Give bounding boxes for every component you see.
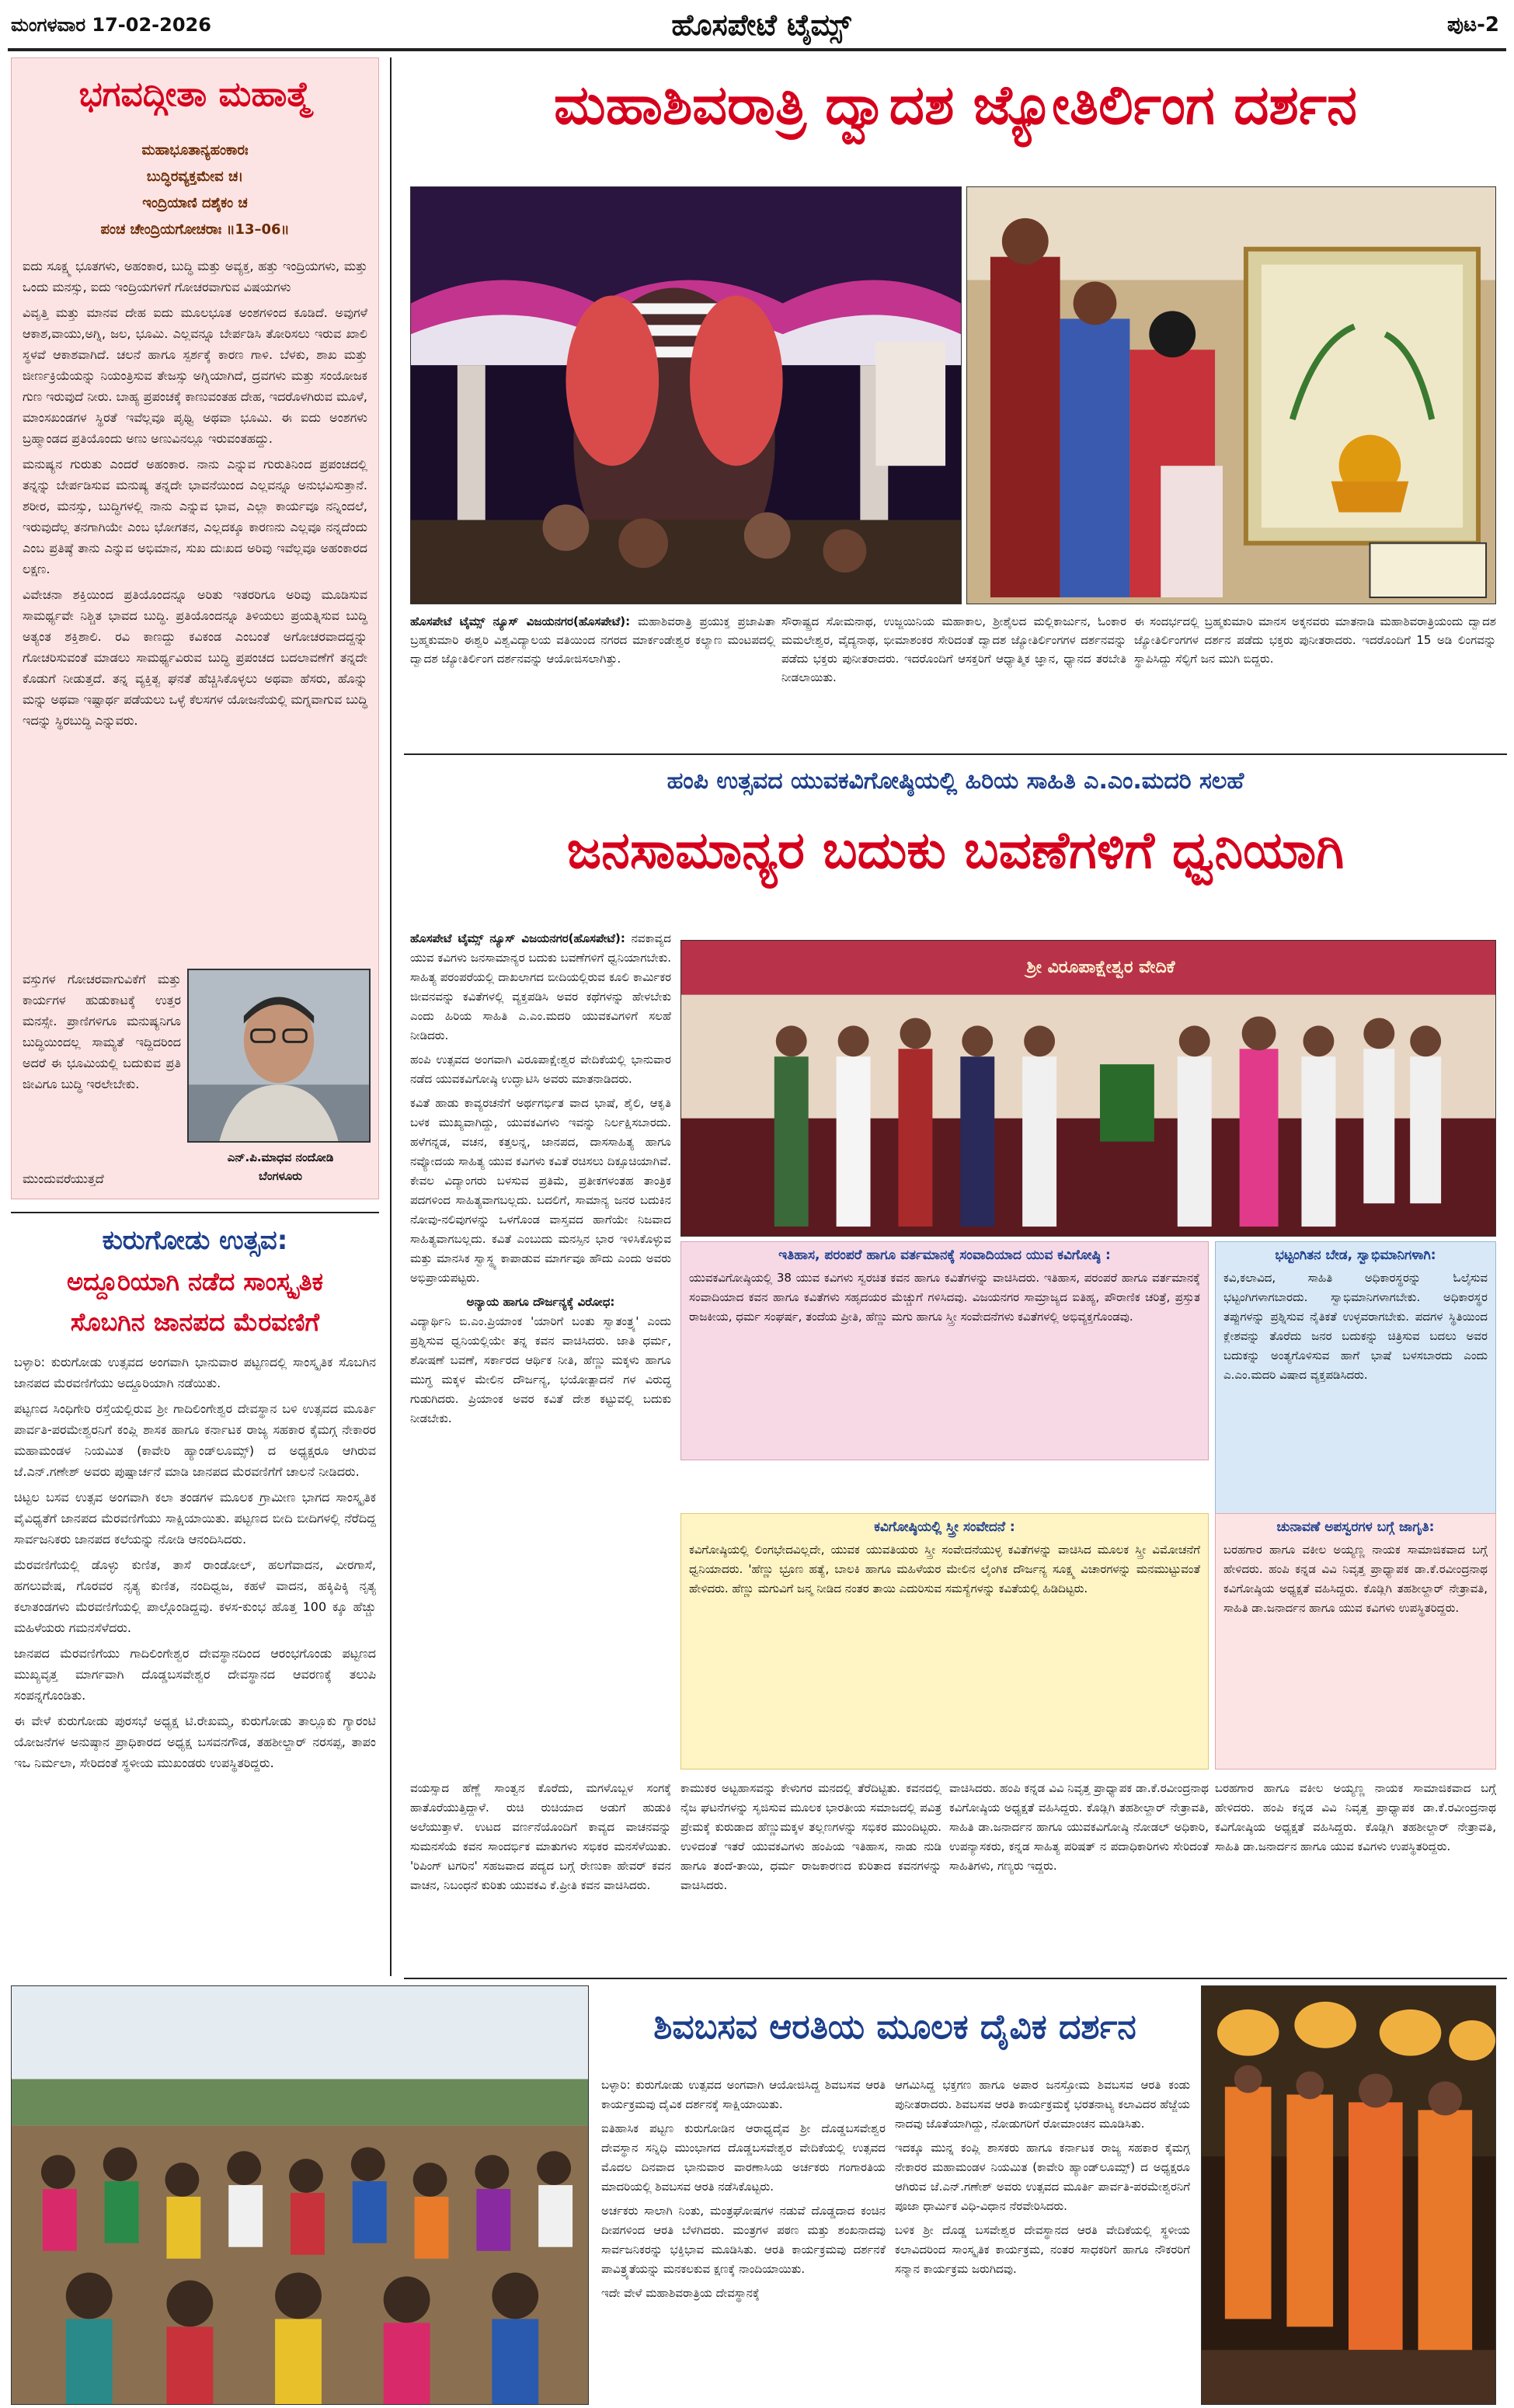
box-heading: ಭಟ್ಟಂಗಿತನ ಬೇಡ, ಸ್ವಾಭಿಮಾನಿಗಳಾಗಿ:: [1275, 1247, 1436, 1263]
gita-paragraph: ವಿವೃತ್ತಿ ಮತ್ತು ಮಾನವ ದೇಹ ಐದು ಮೂಲಭೂತ ಅಂಶಗಳಿಂದ ಕೂಡಿದೆ. ಅವುಗಳೆ ಆಕಾಶ,ವಾಯು,ಅಗ್ನಿ, ಜಲ, ಭೂಮಿ. ಎಲ್ಲವನ್ನೂ ಬೇರ್ಪಡಿಸಿ ತೋರಿಸಲು ಇರುವ ಖಾಲಿ ಸ್ಥಳವೆ ಆಕಾಶವಾಗಿದೆ. ಚಲನೆ ಹಾಗೂ ಸ್ಪರ್ಶಕ್ಕೆ ಕಾರಣ ಗಾಳಿ. ಬೆಳಕು, ಶಾಖ ಮತ್ತು ಜೀರ್ಣಕ್ರಿಯೆಯನ್ನು ನಿಯಂತ್ರಿಸುವ ತೇಜಸ್ಸು ಅಗ್ನಿಯಾಗಿದೆ, ದ್ರವಗಳು ಮತ್ತು ಸಂಯೋಜಕ ಗುಣ ಇರುವುದೆ ನೀರು. ಬಾಹ್ಯ ಪ್ರಪಂಚಕ್ಕೆ ಕಾಣುವಂತಹ ದೇಹ, ಇದರೊಳಗಿರುವ ಮೂಳೆ, ಮಾಂಸಖಂಡಗಳ ಸ್ಥಿರತೆ ಇವೆಲ್ಲವೂ ಪೃಥ್ವಿ ಅಥವಾ ಭೂಮಿ. ಈ ಐದು ಅಂಶಗಳು ಬ್ರಹ್ಮಾಂಡದ ಪ್ರತಿಯೊಂದು ಅಣು ಅಣುವಿನಲ್ಲೂ ಇರುವಂತಹದ್ದು.: [23, 305, 367, 446]
kurugodu-kicker: ಕುರುಗೋಡು ಉತ್ಸವ:: [102, 1225, 288, 1256]
column-divider: [390, 57, 392, 1976]
divider: [11, 1212, 379, 1213]
hampi-subheading: ಅನ್ಯಾಯ ಹಾಗೂ ದೌರ್ಜನ್ಯಕ್ಕೆ ವಿರೋಧ:: [466, 1295, 615, 1309]
shivabasava-paragraph: ಅರ್ಚಕರು ಸಾಲಾಗಿ ನಿಂತು, ಮಂತ್ರಘೋಷಗಳ ನಡುವೆ ದೊಡ್ಡದಾದ ಕಂಚಿನ ದೀಪಗಳಿಂದ ಆರತಿ ಬೆಳಗಿದರು. ಮಂತ್ರಗಳ ಪಠಣ ಮತ್ತು ಶಂಖನಾದವು ಸಾರ್ವಜನಿಕರನ್ನು ಭಕ್ತಿಭಾವ ಮೂಡಿಸಿತು. ಆರತಿ ಕಾರ್ಯಕ್ರಮವು ದರ್ಶನಕೆ ಪಾವಿತ್ರ್ಯತೆಯನ್ನು ಮನಕಲಕುವ ಕ್ಷಣಕ್ಕೆ ನಾಂದಿಯಾಯಿತು.: [601, 2204, 886, 2276]
continued-note: ಮುಂದುವರೆಯುತ್ತದೆ: [23, 1171, 104, 1186]
box-heading: ಇತಿಹಾಸ, ಪರಂಪರೆ ಹಾಗೂ ವರ್ತಮಾನಕ್ಕೆ ಸಂವಾದಿಯಾದ ಯುವ ಕವಿಗೋಷ್ಠಿ :: [778, 1247, 1111, 1263]
box-chunavane: [1215, 1513, 1496, 1769]
author-name: ಎನ್.ಪಿ.ಮಾಧವ ನಂದೋಡಿ: [227, 1150, 334, 1164]
photo-linga: [410, 186, 962, 604]
author-photo: [187, 969, 371, 1143]
shivabasava-paragraph: ಆಗಮಿಸಿದ್ದ ಭಕ್ತಗಣ ಹಾಗೂ ಅಪಾರ ಜನಸ್ತೋಮ ಶಿವಬಸವ ಆರತಿ ಕಂಡು ಪುನೀತರಾದರು. ಶಿವಬಸವ ಆರತಿ ಕಾರ್ಯಕ್ರಮಕ್ಕೆ ಭರತನಾಟ್ಯ ಕಲಾವಿದರ ಹೆಜ್ಜೆಯ ನಾದವು ಜೊತೆಯಾಗಿದ್ದು, ನೋಡುಗರಿಗೆ ರೋಮಾಂಚನ ಮೂಡಿಸಿತು.: [895, 2078, 1190, 2131]
sloka-line: ಬುದ್ಧಿರವ್ಯಕ್ತಮೇವ ಚ।: [146, 169, 244, 185]
gita-paragraph: ವಿವೇಚನಾ ಶಕ್ತಿಯಿಂದ ಪ್ರತಿಯೊಂದನ್ನೂ ಅರಿತು ಇತರರಿಗೂ ಅರಿವು ಮೂಡಿಸುವ ಸಾಮರ್ಥ್ಯವೇ ನಿಶ್ಚಿತ ಭಾವದ ಬುದ್ಧಿ. ಪ್ರತಿಯೊಂದನ್ನೂ ತಿಳಿಯಲು ಪ್ರಯತ್ನಿಸುವ ಬುದ್ಧಿ ಅತ್ಯಂತ ಶಕ್ತಿಶಾಲಿ. ರವಿ ಕಾಣದ್ದು ಕವಿಕಂಡ ಎಂಬಂತೆ ಅಗೋಚರವಾದದ್ದನ್ನು ಗೋಚರಿಸುವಂತೆ ಮಾಡಲು ಸಾಮರ್ಥ್ಯವಿರುವ ಬುದ್ಧಿ ಪ್ರಪಂಚದ ಬದಲಾವಣೆಗೆ ತನ್ನದೇ ಕೊಡುಗೆ ನೀಡುತ್ತದೆ. ತನ್ನ ವ್ಯಕ್ತಿತ್ವ ಘನತೆ ಹೆಚ್ಚಿಸಿಕೊಳ್ಳಲು ಅಥವಾ ಹೆಸರು, ಹೊನ್ನು ಮನ್ನು ಅಥವಾ ಇಷ್ಟಾರ್ಥ ಪಡೆಯಲು ಒಳ್ಳೆ ಕೆಲಸಗಳ ಯೋಜನೆಯಲ್ಲಿ ಮಗ್ನವಾಗುವ ಬುದ್ಧಿ ಇದನ್ನು ಸ್ಥಿರಬುದ್ಧಿ ಎನ್ನುವರು.: [23, 587, 367, 728]
hampi-paragraph: ನವಕಾವ್ಯದ ಯುವ ಕವಿಗಳು ಜನಸಾಮಾನ್ಯರ ಬದುಕು ಬವಣೆಗಳಿಗೆ ಧ್ವನಿಯಾಗಬೇಕು. ಸಾಹಿತ್ಯ ಪರಂಪರೆಯಲ್ಲಿ ದಾಖಲಾಗದ ಬೀದಿಯಲ್ಲಿರುವ ಕೂಲಿ ಕಾರ್ಮಿಕರ ಜೀವನವನ್ನು ಕವಿತೆಗಳಲ್ಲಿ ವ್ಯಕ್ತಪಡಿಸಿ ಅವರ ಕಥೆಗಳನ್ನು ಹೇಳಬೇಕು ಎಂದು ಹಿರಿಯ ಸಾಹಿತಿ ಎ.ಎಂ.ಮದರಿ ಯುವಕವಿಗಳಿಗೆ ಸಲಹೆ ನೀಡಿದರು.: [410, 931, 671, 1042]
shivabasava-paragraph: ಇದೇ ವೇಳೆ ಮಹಾಶಿವರಾತ್ರಿಯ ದೇವಸ್ಥಾನಕ್ಕೆ: [601, 2286, 760, 2300]
kurugodu-paragraph: ಮೆರವಣಿಗೆಯಲ್ಲಿ ಡೊಳ್ಳು ಕುಣಿತ, ತಾಸೆ ರಾಂಡೋಲ್, ಹಲಗೆವಾದನ, ವೀರಗಾಸೆ, ಹಗಲುವೇಷ, ಗೊರವರ ನೃತ್ಯ ಕುಣಿತ, ನಂದಿಧ್ವಜ, ಕಹಳೆ ವಾದನ, ಹಕ್ಕಿಪಿಕ್ಕಿ ನೃತ್ಯ ಕಲಾತಂಡಗಳು ಮೆರವಣಿಗೆಯಲ್ಲಿ ಪಾಲ್ಗೊಂಡಿದ್ದವು. ಕಳಸ-ಕುಂಭ ಹೊತ್ತ 100 ಕ್ಕೂ ಹೆಚ್ಚು ಮಹಿಳೆಯರು ಗಮನಸೆಳೆದರು.: [14, 1557, 376, 1635]
kurugodu-article: [11, 1220, 379, 1996]
gita-box: [11, 57, 379, 1199]
photo-procession: [11, 1985, 589, 2405]
kurugodu-paragraph: ಚಿಟ್ಟಲ ಬಸವ ಉತ್ಸವ ಅಂಗವಾಗಿ ಕಲಾ ತಂಡಗಳ ಮೂಲಕ ಗ್ರಾಮೀಣ ಭಾಗದ ಸಾಂಸ್ಕೃತಿಕ ವೈವಿಧ್ಯತೆಗೆ ಜಾನಪದ ಮೆರವಣಿಗೆಯು ಸಾಕ್ಷಿಯಾಯಿತು. ಪಟ್ಟಣದ ಬೀದಿ ಬೀದಿಗಳಲ್ಲಿ ನೆರೆದಿದ್ದ ಸಾರ್ವಜನಿಕರು ಜಾನಪದ ಕಲೆಯನ್ನು ನೋಡಿ ಆನಂದಿಸಿದರು.: [14, 1490, 376, 1547]
shivabasava-col2: [895, 2076, 1190, 2402]
gita-paragraph: ವಸ್ತುಗಳ ಗೋಚರವಾಗುವಿಕೆಗೆ ಮತ್ತು ಕಾರ್ಯಗಳ ಹುಡುಕಾಟಕ್ಕೆ ಉತ್ತರ ಮನಸ್ಸೇ. ಪ್ರಾಣಿಗಳಿಗೂ ಮನುಷ್ಯನಿಗೂ ಬುದ್ಧಿಯಿಂದಲ್ಲ ಸಾಮ್ಯತೆ ಇದ್ದಿದರಿಂದ ಅದರೆ ಈ ಭೂಮಿಯಲ್ಲಿ ಬದುಕುವ ಪ್ರತಿ ಜೀವಿಗೂ ಬುದ್ಧಿ ಇರಲೇಬೇಕು.: [23, 972, 181, 1091]
stage-banner: ಶ್ರೀ ವಿರೂಪಾಕ್ಷೇಶ್ವರ ವೇದಿಕೆ: [1026, 958, 1175, 977]
box-text: ಕವಿ,ಕಲಾವಿದ, ಸಾಹಿತಿ ಅಧಿಕಾರಸ್ಥರನ್ನು ಓಲೈಸುವ ಭಟ್ಟಂಗಿಗಳಾಗಬಾರದು. ಸ್ವಾಭಿಮಾನಿಗಳಾಗಬೇಕು. ಅಧಿಕಾರಸ್ಥರ ತಪ್ಪುಗಳನ್ನು ಪ್ರಶ್ನಿಸುವ ನೈತಿಕತೆ ಉಳ್ಳವರಾಗಬೇಕು. ಪದಗಳ ಸ್ಥಿತಿಯಿಂದ ಕ್ಲೇಶವನ್ನು ತೊರೆದು ಜನರ ಬದುಕನ್ನು ಚಿತ್ರಿಸುವ ಬದಲು ಅವರ ಬದುಕನ್ನು ಅಂತ್ಯಗೊಳಿಸುವ ಹಾಗೆ ಭಾಷೆ ಬಳಸಬಾರದು ಎಂದು ಎ.ಎಂ.ಮದರಿ ವಿಷಾದ ವ್ಯಕ್ತಪಡಿಸಿದರು.: [1223, 1271, 1488, 1382]
hampi-bottom-col1: ವಯಸ್ಸಾದ ಹೆಣ್ಣೆ ಸಾಂತ್ವನ ಕೊರೆದು, ಮಗಳೊಬ್ಬಳ ಸಂಗಕ್ಕೆ ಹಾತೊರೆಯುತ್ತಿದ್ದಾಳೆ. ರುಚಿ ರುಚಿಯಾದ ಅಡುಗೆ ಹುಡುಕಿ ಅಲೆಯುತ್ತಾಳೆ. ಉಟದ ವರ್ಣನೆಯೊಂದಿಗೆ ಕಾವ್ಯದ ವಾಚನವನ್ನು ಸುಮನಸೆಯೆ ಕವನ ಸಾಂದರ್ಭಿಕ ಮಾತುಗಳು ಸಭಿಕರ ಮನಸೆಳೆಯಿತು. 'ರಿಪಿಂಗ್ ಟಗರಿನ' ಸಹಜವಾದ ಪದ್ಯದ ಬಗ್ಗೆ ರೇಣುಕಾ ಹೇವರ್ ಕವನ ವಾಚನ, ನಿಬಂಧನೆ ಕುರಿತು ಯುವಕವಿ ಕೆ.ಪ್ರೀತಿ ಕವನ ವಾಚಿಸಿದರು.: [410, 1781, 671, 1892]
shivaratri-text: ಮಹಾಶಿವರಾತ್ರಿ ಪ್ರಯುಕ್ತ ಪ್ರಜಾಪಿತಾ ಬ್ರಹ್ಮಕುಮಾರಿ ಈಶ್ವರಿ ವಿಶ್ವವಿದ್ಯಾಲಯ ವತಿಯಿಂದ ನಗರದ ಮಾರ್ಕಂಡೇಶ್ವರ ಕಲ್ಯಾಣ ಮಂಟಪದಲ್ಲಿ ದ್ವಾದಶ ಜ್ಯೋತಿರ್ಲಿಂಗ ದರ್ಶನವನ್ನು ಆಯೋಜಿಸಲಾಗಿತ್ತು.: [410, 614, 775, 666]
hampi-kicker: ಹಂಪಿ ಉತ್ಸವದ ಯುವಕವಿಗೋಷ್ಠಿಯಲ್ಲಿ ಹಿರಿಯ ಸಾಹಿತಿ ಎ.ಎಂ.ಮದರಿ ಸಲಹೆ: [667, 767, 1244, 795]
divider: [404, 753, 1507, 755]
gita-paragraph: ಐದು ಸೂಕ್ಷ್ಮ ಭೂತಗಳು, ಅಹಂಕಾರ, ಬುದ್ಧಿ ಮತ್ತು ಅವ್ಯಕ್ತ, ಹತ್ತು ಇಂದ್ರಿಯಗಳು, ಮತ್ತು ಒಂದು ಮನಸ್ಸು, ಐದು ಇಂದ್ರಿಯಗಳಿಗೆ ಗೋಚರವಾಗುವ ವಿಷಯಗಳು: [23, 259, 367, 294]
shivaratri-dateline: ಹೊಸಪೇಟೆ ಟೈಮ್ಸ್ ನ್ಯೂಸ್ ವಿಜಯನಗರ(ಹೊಸಪೇಟೆ):: [410, 614, 631, 628]
gita-paragraph: ಮನುಷ್ಯನ ಗುರುತು ಎಂದರೆ ಅಹಂಕಾರ. ನಾನು ಎನ್ನುವ ಗುರುತಿನಿಂದ ಪ್ರಪಂಚದಲ್ಲಿ ತನ್ನನ್ನು ಬೇರ್ಪಡಿಸುವ ಮನುಷ್ಯ ತನ್ನದೇ ಭಾವನೆಯಿಂದ ಎಲ್ಲವನ್ನೂ ಅನುಭವಿಸುತ್ತಾನೆ. ಶರೀರ, ಮನಸ್ಸು, ಬುದ್ಧಿಗಳಲ್ಲಿ ನಾನು ಎನ್ನುವ ಭಾವ, ಎಲ್ಲಾ ಕಾರ್ಯವೂ ನನ್ನಿಂದಲೆ, ಇರುವುದೆಲ್ಲ ತನಗಾಗಿಯೇ ಎಂಬ ಭೋಗತನ, ಎಲ್ಲದಕ್ಕೂ ಕಾರಣನು ಎಲ್ಲವೂ ನನ್ನದೆಂದು ಎಂಬ ಪ್ರತಿಷ್ಠೆ ತಾನು ಎನ್ನುವ ಅಭಿಮಾನ, ಸುಖ ದುಃಖದ ಅರಿವು ಇವೆಲ್ಲವೂ ಅಹಂಕಾರದ ಲಕ್ಷಣ.: [23, 457, 367, 576]
shivaratri-col2: [781, 612, 1126, 752]
photo-aarti: [1201, 1985, 1496, 2405]
hampi-bottom-col4: ಬರಹಗಾರ ಹಾಗೂ ವಕೀಲ ಅಯ್ಯಣ್ಣ ನಾಯಕ ಸಾಮಾಜಿಕವಾದ ಬಗ್ಗೆ ಹೇಳಿದರು. ಹಂಪಿ ಕನ್ನಡ ವಿವಿ ನಿವೃತ್ತ ಪ್ರಾಧ್ಯಾಪಕ ಡಾ.ಕೆ.ರವೀಂದ್ರನಾಥ ಕವಿಗೋಷ್ಠಿಯ ಅಧ್ಯಕ್ಷತೆ ವಹಿಸಿದ್ದರು. ಕೊಡ್ಲಿಗಿ ತಹಶೀಲ್ದಾರ್ ನೇತ್ರಾವತಿ, ಸಾಹಿತಿ ಡಾ.ಜನಾರ್ದನ ಹಾಗೂ ಯುವ ಕವಿಗಳು ಉಪಸ್ಥಿತರಿದ್ದರು.: [1215, 1781, 1496, 1853]
hampi-paragraph: ಹಂಪಿ ಉತ್ಸವದ ಅಂಗವಾಗಿ ವಿರೂಪಾಕ್ಷೇಶ್ವರ ವೇದಿಕೆಯಲ್ಲಿ ಭಾನುವಾರ ನಡೆದ ಯುವಕವಿಗೋಷ್ಠಿ ಉದ್ಘಾಟಿಸಿ ಅವರು ಮಾತನಾಡಿದರು.: [410, 1053, 671, 1086]
box-text: ಬರಹಗಾರ ಹಾಗೂ ವಕೀಲ ಅಯ್ಯಣ್ಣ ನಾಯಕ ಸಾಮಾಜಿಕವಾದ ಬಗ್ಗೆ ಹೇಳಿದರು. ಹಂಪಿ ಕನ್ನಡ ವಿವಿ ನಿವೃತ್ತ ಪ್ರಾಧ್ಯಾಪಕ ಡಾ.ಕೆ.ರವೀಂದ್ರನಾಥ ಕವಿಗೋಷ್ಠಿಯ ಅಧ್ಯಕ್ಷತೆ ವಹಿಸಿದ್ದರು. ಕೊಡ್ಲಿಗಿ ತಹಶೀಲ್ದಾರ್ ನೇತ್ರಾವತಿ, ಸಾಹಿತಿ ಡಾ.ಜನಾರ್ದನ ಹಾಗೂ ಯುವ ಕವಿಗಳು ಉಪಸ್ಥಿತರಿದ್ದರು.: [1223, 1543, 1488, 1615]
shivaratri-col1: [410, 612, 775, 752]
masthead-title: ಹೊಸಪೇಟೆ ಟೈಮ್ಸ್: [671, 8, 851, 42]
kurugodu-title-line1: ಅದ್ದೂರಿಯಾಗಿ ನಡೆದ ಸಾಂಸ್ಕೃತಿಕ: [66, 1267, 324, 1296]
masthead-date: ಮಂಗಳವಾರ 17-02-2026: [11, 14, 211, 36]
hampi-bottom-col2: ಕಾಮುಕರ ಅಟ್ಟಹಾಸವನ್ನು ಕೇಳುಗರ ಮನದಲ್ಲಿ ತೆರೆದಿಟ್ಟಿತು. ಕವನದಲ್ಲಿ ನೈಜ ಘಟನೆಗಳನ್ನು ಸೃಜಿಸುವ ಮೂಲಕ ಭಾರತೀಯ ಸಮಾಜದಲ್ಲಿ ಪವಿತ್ರ ಪ್ರೇಮಕ್ಕೆ ಕುರುಡಾದ ಹೆಣ್ಣುಮಕ್ಕಳ ತಲ್ಲಣಗಳನ್ನು ಸಭಿಕರ ಮುಂದಿಟ್ಟರು. ಉಳಿದಂತೆ ಇತರೆ ಯುವಕವಿಗಳು ಹಂಪಿಯ ಇತಿಹಾಸ, ನಾಡು ನುಡಿ ಹಾಗೂ ತಂದೆ-ತಾಯಿ, ಧರ್ಮ ರಾಜಕಾರಣದ ಕುರಿತಾದ ಕವನಗಳನ್ನು ವಾಚಿಸಿದರು.: [680, 1781, 941, 1892]
photo-kavigoshti-stage: [680, 940, 1496, 1237]
gita-title: ಭಗವದ್ಗೀತಾ ಮಹಾತ್ಮೆ: [78, 75, 312, 114]
box-itihasa: [680, 1241, 1209, 1460]
box-text: ಯುವಕವಿಗೋಷ್ಠಿಯಲ್ಲಿ 38 ಯುವ ಕವಿಗಳು ಸ್ವರಚಿತ ಕವನ ಹಾಗೂ ಕವಿತೆಗಳನ್ನು ವಾಚಿಸಿದರು. ಇತಿಹಾಸ, ಪರಂಪರೆ ಹಾಗೂ ವರ್ತಮಾನಕ್ಕೆ ಸಂವಾದಿಯಾದ ಕವನ ಹಾಗೂ ಕವಿತೆಗಳು ಸಹೃದಯರ ಮೆಚ್ಚುಗೆ ಗಳಿಸಿದವು. ವಿಜಯನಗರ ಸಾಮ್ರಾಜ್ಯದ ಐತಿಹ್ಯ, ಪೌರಾಣಿಕ ಚರಿತ್ರೆ, ಪ್ರಸ್ತುತ ರಾಜಕೀಯ, ಧರ್ಮ ಸಂಘರ್ಷ, ತಂದೆಯ ಪ್ರೀತಿ, ಹೆಣ್ಣು ಮಗು ಹಾಗೂ ಸ್ತ್ರೀ ಸಂವೇದನೆಗಳು ಕವಿತೆಗಳಲ್ಲಿ ಅಭಿವ್ಯಕ್ತಗೊಂಡವು.: [689, 1271, 1200, 1324]
kurugodu-paragraph: ಪಟ್ಟಣದ ಸಿಂಧಿಗೇರಿ ರಸ್ತೆಯಲ್ಲಿರುವ ಶ್ರೀ ಗಾದಿಲಿಂಗೇಶ್ವರ ದೇವಸ್ಥಾನ ಬಳಿ ಉತ್ಸವದ ಮೂರ್ತಿ ಪಾರ್ವತಿ-ಪರಮೇಶ್ವರನಿಗೆ ಕಂಪ್ಲಿ ಶಾಸಕ ಹಾಗೂ ಕರ್ನಾಟಕ ರಾಜ್ಯ ಸಹಕಾರ ಕೈಮಗ್ಗ ನೇಕಾರರ ಮಹಾಮಂಡಳ ನಿಯಮಿತ (ಕಾವೇರಿ ಹ್ಯಾಂಡ್‌ಲೂಮ್ಸ್) ದ ಅಧ್ಯಕ್ಷರೂ ಆಗಿರುವ ಜೆ.ಎನ್.ಗಣೇಶ್ ಅವರು ಪುಷ್ಪಾರ್ಚನೆ ಮಾಡಿ ಜಾನಪದ ಮೆರವಣಿಗೆಗೆ ಚಾಲನೆ ನೀಡಿದರು.: [14, 1401, 376, 1479]
box-stree: [680, 1513, 1209, 1769]
shivaratri-text: ಈ ಸಂದರ್ಭದಲ್ಲಿ ಬ್ರಹ್ಮಕುಮಾರಿ ಮಾನಸ ಅಕ್ಕನವರು ಮಾತನಾಡಿ ಮಹಾಶಿವರಾತ್ರಿಯಂದು ದ್ವಾದಶ ಜ್ಯೋತಿರ್ಲಿಂಗಗಳ ದರ್ಶನ ಪಡೆದು ಭಕ್ತರು ಪುನೀತರಾದರು. ಇದರೊಂದಿಗೆ 15 ಅಡಿ ಲಿಂಗವನ್ನು ಸ್ಥಾಪಿಸಿದ್ದು ಸೆಲ್ಫಿಗೆ ಜನ ಮುಗಿ ಬಿದ್ದರು.: [1134, 614, 1496, 666]
kurugodu-paragraph: ಈ ವೇಳೆ ಕುರುಗೋಡು ಪುರಸಭೆ ಅಧ್ಯಕ್ಷ ಟಿ.ರೇಖಮ್ಮ, ಕುರುಗೋಡು ತಾಲ್ಲೂಕು ಗ್ಯಾರಂಟಿ ಯೋಜನೆಗಳ ಅನುಷ್ಠಾನ ಪ್ರಾಧಿಕಾರದ ಅಧ್ಯಕ್ಷ ಬಸವನಗೌಡ, ತಹಶೀಲ್ದಾರ್ ನರಸಪ್ಪ, ತಾಪಂ ಇಒ ನಿರ್ಮಲಾ, ಸೇರಿದಂತೆ ಸ್ಥಳೀಯ ಮುಖಂಡರು ಉಪಸ್ಥಿತರಿದ್ದರು.: [14, 1714, 376, 1770]
sloka-line: ಇಂದ್ರಿಯಾಣಿ ದಶೈಕಂ ಚ: [142, 195, 248, 211]
author-place: ಬೆಂಗಳೂರು: [258, 1169, 303, 1183]
shivabasava-paragraph: ಬಳಿಕ ಶ್ರೀ ದೊಡ್ಡ ಬಸವೇಶ್ವರ ದೇವಸ್ಥಾನದ ಆರತಿ ವೇದಿಕೆಯಲ್ಲಿ ಸ್ಥಳೀಯ ಕಲಾವಿದರಿಂದ ಸಾಂಸ್ಕೃತಿಕ ಕಾರ್ಯಕ್ರಮ, ನಂತರ ಸಾಧಕರಿಗೆ ಹಾಗೂ ನೌಕರರಿಗೆ ಸನ್ಮಾನ ಕಾರ್ಯಕ್ರಮ ಜರುಗಿದವು.: [895, 2223, 1190, 2276]
box-heading: ಚುನಾವಣೆ ಅಪಸ್ವರಗಳ ಬಗ್ಗೆ ಜಾಗೃತಿ:: [1276, 1519, 1435, 1535]
shivabasava-paragraph: ಐತಿಹಾಸಿಕ ಪಟ್ಟಣ ಕುರುಗೋಡಿನ ಆರಾಧ್ಯದೈವ ಶ್ರೀ ದೊಡ್ಡಬಸವೇಶ್ವರ ದೇವಸ್ಥಾನ ಸನ್ನಿಧಿ ಮುಂಭಾಗದ ದೊಡ್ಡಬಸವೇಶ್ವರ ವೇದಿಕೆಯಲ್ಲಿ ಉತ್ಸವದ ಮೊದಲ ದಿನವಾದ ಭಾನುವಾರ ವಾರಣಾಸಿಯ ಅರ್ಚಕರು ಗಂಗಾರತಿಯ ಮಾದರಿಯಲ್ಲಿ ಶಿವಬಸವ ಆರತಿ ನಡೆಸಿಕೊಟ್ಟರು.: [601, 2121, 886, 2194]
hampi-title: ಜನಸಾಮಾನ್ಯರ ಬದುಕು ಬವಣೆಗಳಿಗೆ ಧ್ವನಿಯಾಗಿ: [566, 820, 1345, 880]
photo-jyotirlinga-shrine: [966, 186, 1496, 604]
kurugodu-paragraph: ಜಾನಪದ ಮೆರವಣಿಗೆಯು ಗಾದಿಲಿಂಗೇಶ್ವರ ದೇವಸ್ಥಾನದಿಂದ ಆರಂಭಗೊಂಡು ಪಟ್ಟಣದ ಮುಖ್ಯವೃತ್ತ ಮಾರ್ಗವಾಗಿ ದೊಡ್ಡಬಸವೇಶ್ವರ ದೇವಸ್ಥಾನದ ಆವರಣಕ್ಕೆ ತಲುಪಿ ಸಂಪನ್ನಗೊಂಡಿತು.: [14, 1646, 376, 1703]
box-text: ಕವಿಗೋಷ್ಠಿಯಲ್ಲಿ ಲಿಂಗಭೇದವಿಲ್ಲದೇ, ಯುವಕ ಯುವತಿಯರು ಸ್ತ್ರೀ ಸಂವೇದನೆಯುಳ್ಳ ಕವಿತೆಗಳನ್ನು ವಾಚಿಸಿದ ಮೂಲಕ ಸ್ತ್ರೀ ವಿಮೋಚನೆಗೆ ಧ್ವನಿಯಾದರು. 'ಹೆಣ್ಣು ಭ್ರೂಣ ಹತ್ಯೆ, ಬಾಲಕಿ ಹಾಗೂ ಮಹಿಳೆಯರ ಮೇಲಿನ ಲೈಂಗಿಕ ದೌರ್ಜನ್ಯ ಸೂಕ್ಷ್ಮ ವಿಚಾರಗಳನ್ನು ಮನಮುಟ್ಟುವಂತೆ ಹೇಳಿದರು. ಹೆಣ್ಣು ಮಗುವಿಗೆ ಜನ್ಮ ನೀಡಿದ ನಂತರ ತಾಯಿ ಎದುರಿಸುವ ಸಮಸ್ಯೆಗಳನ್ನು ಕವಿತೆಯಲ್ಲಿ ಹಿಡಿದಿಟ್ಟರು.: [689, 1543, 1200, 1595]
box-bhattangi: [1215, 1241, 1496, 1536]
shivaratri-col3: [1134, 612, 1496, 752]
shivaratri-title: ಮಹಾಶಿವರಾತ್ರಿ ದ್ವಾದಶ ಜ್ಯೋತಿರ್ಲಿಂಗ ದರ್ಶನ: [554, 73, 1357, 137]
sloka-line: ಪಂಚ ಚೇಂದ್ರಿಯಗೋಚರಾಃ ॥13–06॥: [100, 221, 290, 238]
shivabasava-paragraph: ಇದಕ್ಕೂ ಮುನ್ನ ಕಂಪ್ಲಿ ಶಾಸಕರು ಹಾಗೂ ಕರ್ನಾಟಕ ರಾಜ್ಯ ಸಹಕಾರ ಕೈಮಗ್ಗ ನೇಕಾರರ ಮಹಾಮಂಡಳ ನಿಯಮಿತ (ಕಾವೇರಿ ಹ್ಯಾಂಡ್‌ಲೂಮ್ಸ್) ದ ಅಧ್ಯಕ್ಷರೂ ಆಗಿರುವ ಜೆ.ಎನ್.ಗಣೇಶ್ ಅವರು ಉತ್ಸವದ ಮೂರ್ತಿ ಪಾರ್ವತಿ-ಪರಮೇಶ್ವರನಿಗೆ ಪೂಜಾ ಧಾರ್ಮಿಕ ವಿಧಿ-ವಿಧಾನ ನೆರವೇರಿಸಿದರು.: [895, 2141, 1190, 2213]
hampi-lead: [410, 929, 671, 1566]
hampi-paragraph: ವಿದ್ಯಾರ್ಥಿನಿ ಬಿ.ಎಂ.ಪ್ರಿಯಾಂಕ 'ಯಾರಿಗೆ ಬಂತು ಸ್ವಾತಂತ್ರ್ಯ' ಎಂದು ಪ್ರಶ್ನಿಸುವ ಧ್ವನಿಯಲ್ಲಿಯೇ ತನ್ನ ಕವನ ವಾಚಿಸಿದರು. ಜಾತಿ ಧರ್ಮ, ಶೋಷಣೆ ಬವಣೆ, ಸರ್ಕಾರದ ಆರ್ಥಿಕ ನೀತಿ, ಹೆಣ್ಣು ಮಕ್ಕಳು ಹಾಗೂ ಮುಗ್ಧ ಮಕ್ಕಳ ಮೇಲಿನ ದೌರ್ಜನ್ಯ, ಭಯೋತ್ಪಾದನೆ ಗಳ ವಿರುದ್ಧ ಗುಡುಗಿದರು. ಪ್ರಿಯಾಂಕ ಅವರ ಕವಿತೆ ದೇಶ ಕಟ್ಟುವಲ್ಲಿ ಬದುಕು ನೀಡಬೇಕು.: [410, 1314, 671, 1425]
kurugodu-paragraph: ಬಳ್ಳಾರಿ: ಕುರುಗೋಡು ಉತ್ಸವದ ಅಂಗವಾಗಿ ಭಾನುವಾರ ಪಟ್ಟಣದಲ್ಲಿ ಸಾಂಸ್ಕೃತಿಕ ಸೊಬಗಿನ ಜಾನಪದ ಮೆರವಣಿಗೆಯು ಅದ್ದೂರಿಯಾಗಿ ನಡೆಯಿತು.: [14, 1355, 376, 1390]
divider: [404, 1978, 1507, 1979]
shivabasava-paragraph: ಬಳ್ಳಾರಿ: ಕುರುಗೋಡು ಉತ್ಸವದ ಅಂಗವಾಗಿ ಆಯೋಜಿಸಿದ್ದ ಶಿವಬಸವ ಆರತಿ ಕಾರ್ಯಕ್ರಮವು ದೈವಿಕ ದರ್ಶನಕ್ಕೆ ಸಾಕ್ಷಿಯಾಯಿತು.: [601, 2078, 886, 2111]
sloka-line: ಮಹಾಭೂತಾನ್ಯಹಂಕಾರಃ: [141, 142, 249, 158]
masthead-rule: [8, 48, 1506, 51]
shivabasava-title: ಶಿವಬಸವ ಆರತಿಯ ಮೂಲಕ ದೈವಿಕ ದರ್ಶನ: [653, 2007, 1136, 2047]
gita-sloka: [55, 137, 335, 243]
kurugodu-title-line2: ಸೊಬಗಿನ ಜಾನಪದ ಮೆರವಣಿಗೆ: [70, 1307, 320, 1337]
hampi-bottom-col3: ವಾಚಿಸಿದರು. ಹಂಪಿ ಕನ್ನಡ ವಿವಿ ನಿವೃತ್ತ ಪ್ರಾಧ್ಯಾಪಕ ಡಾ.ಕೆ.ರವೀಂದ್ರನಾಥ ಕವಿಗೋಷ್ಠಿಯ ಅಧ್ಯಕ್ಷತೆ ವಹಿಸಿದ್ದರು. ಕೊಡ್ಲಿಗಿ ತಹಶೀಲ್ದಾರ್ ನೇತ್ರಾವತಿ, ಸಾಹಿತಿ ಡಾ.ಜನಾರ್ದನ ಹಾಗೂ ಯುವಕವಿಗೋಷ್ಠಿ ನೋಡಲ್ ಅಧಿಕಾರಿ, ಉಪನ್ಯಾಸಕರು, ಕನ್ನಡ ಸಾಹಿತ್ಯ ಪರಿಷತ್ ನ ಪದಾಧಿಕಾರಿಗಳು ಸೇರಿದಂತೆ ಸಾಹಿತಿಗಳು, ಗಣ್ಯರು ಇದ್ದರು.: [949, 1781, 1209, 1873]
masthead-page: ಪುಟ-2: [1446, 13, 1499, 37]
hampi-dateline: ಹೊಸಪೇಟೆ ಟೈಮ್ಸ್ ನ್ಯೂಸ್ ವಿಜಯನಗರ(ಹೊಸಪೇಟೆ):: [410, 931, 625, 945]
shivabasava-col1: [601, 2076, 886, 2402]
hampi-paragraph: ಕವಿತೆ ಹಾಡು ಕಾವ್ಯರಚನೆಗೆ ಅರ್ಥಗರ್ಭಿತ ವಾದ ಭಾಷೆ, ಶೈಲಿ, ಆಕೃತಿ ಬಳಕ ಮುಖ್ಯವಾಗಿದ್ದು, ಯುವಕವಿಗಳು ಇವನ್ನು ನಿರ್ಲಕ್ಷಿಸಬಾರದು. ಹಳೆಗನ್ನಡ, ವಚನ, ಕತ್ತಲನ್ನ, ಜಾನಪದ, ದಾಸಸಾಹಿತ್ಯ ಹಾಗೂ ನವ್ಯೋದಯ ಸಾಹಿತ್ಯ ಯುವ ಕವಿಗಳು ಕವಿತೆ ರಚಿಸಲು ದಿಕ್ಸೂಚಿಯಾಗಿವೆ. ಕೇವಲ ವಿದ್ಯಾಂಗರು ಬಳಸುವ ಪ್ರತಿಮೆ, ಪ್ರತೀಕಗಳಂತಹ ತಾಂತ್ರಿಕ ಪದಗಳಿಂದ ಸಾಹಿತ್ಯವಾಗಬಲ್ಲದು. ಬದಲಿಗೆ, ಸಾಮಾನ್ಯ ಜನರ ಬದುಕಿನ ನೋವು-ನಲಿವುಗಳನ್ನು ಒಳಗೊಂಡ ವಾಸ್ತವದ ಹಾಗೆಯೇ ನಿಜವಾದ ಸಾಹಿತ್ಯವಾಗಬಲ್ಲದು. ಕವಿತೆ ಎಂಬುದು ಮನಸ್ಸಿನ ಭಾರ ಇಳಿಸಿಕೊಳ್ಳುವ ಮತ್ತು ಮಾನಸಿಕ ಸ್ವಾಸ್ಥ್ಯ ಕಾಪಾಡುವ ಮಾರ್ಗವೂ ಹೌದು ಎಂದು ಅವರು ಅಭಿಪ್ರಾಯಪಟ್ಟರು.: [410, 1096, 671, 1285]
box-heading: ಕವಿಗೋಷ್ಠಿಯಲ್ಲಿ ಸ್ತ್ರೀ ಸಂವೇದನೆ :: [874, 1519, 1015, 1535]
shivaratri-text: ಸೌರಾಷ್ಟ್ರದ ಸೋಮನಾಥ, ಉಜ್ಜಯಿನಿಯ ಮಹಾಕಾಲ, ಶ್ರೀಶೈಲದ ಮಲ್ಲಿಕಾರ್ಜುನ, ಓಂಕಾರ ಮಮಲೇಶ್ವರ, ವೈದ್ಯನಾಥ, ಭೀಮಾಶಂಕರ ಸೇರಿದಂತೆ ದ್ವಾದಶ ಜ್ಯೋತಿರ್ಲಿಂಗಗಳ ದರ್ಶನವನ್ನು ಪಡೆದು ಭಕ್ತರು ಪುನೀತರಾದರು. ಇದರೊಂದಿಗೆ ಆಸಕ್ತರಿಗೆ ಆಧ್ಯಾತ್ಮಿಕ ಜ್ಞಾನ, ಧ್ಯಾನದ ತರಬೇತಿ ನೀಡಲಾಯಿತು.: [781, 614, 1126, 684]
